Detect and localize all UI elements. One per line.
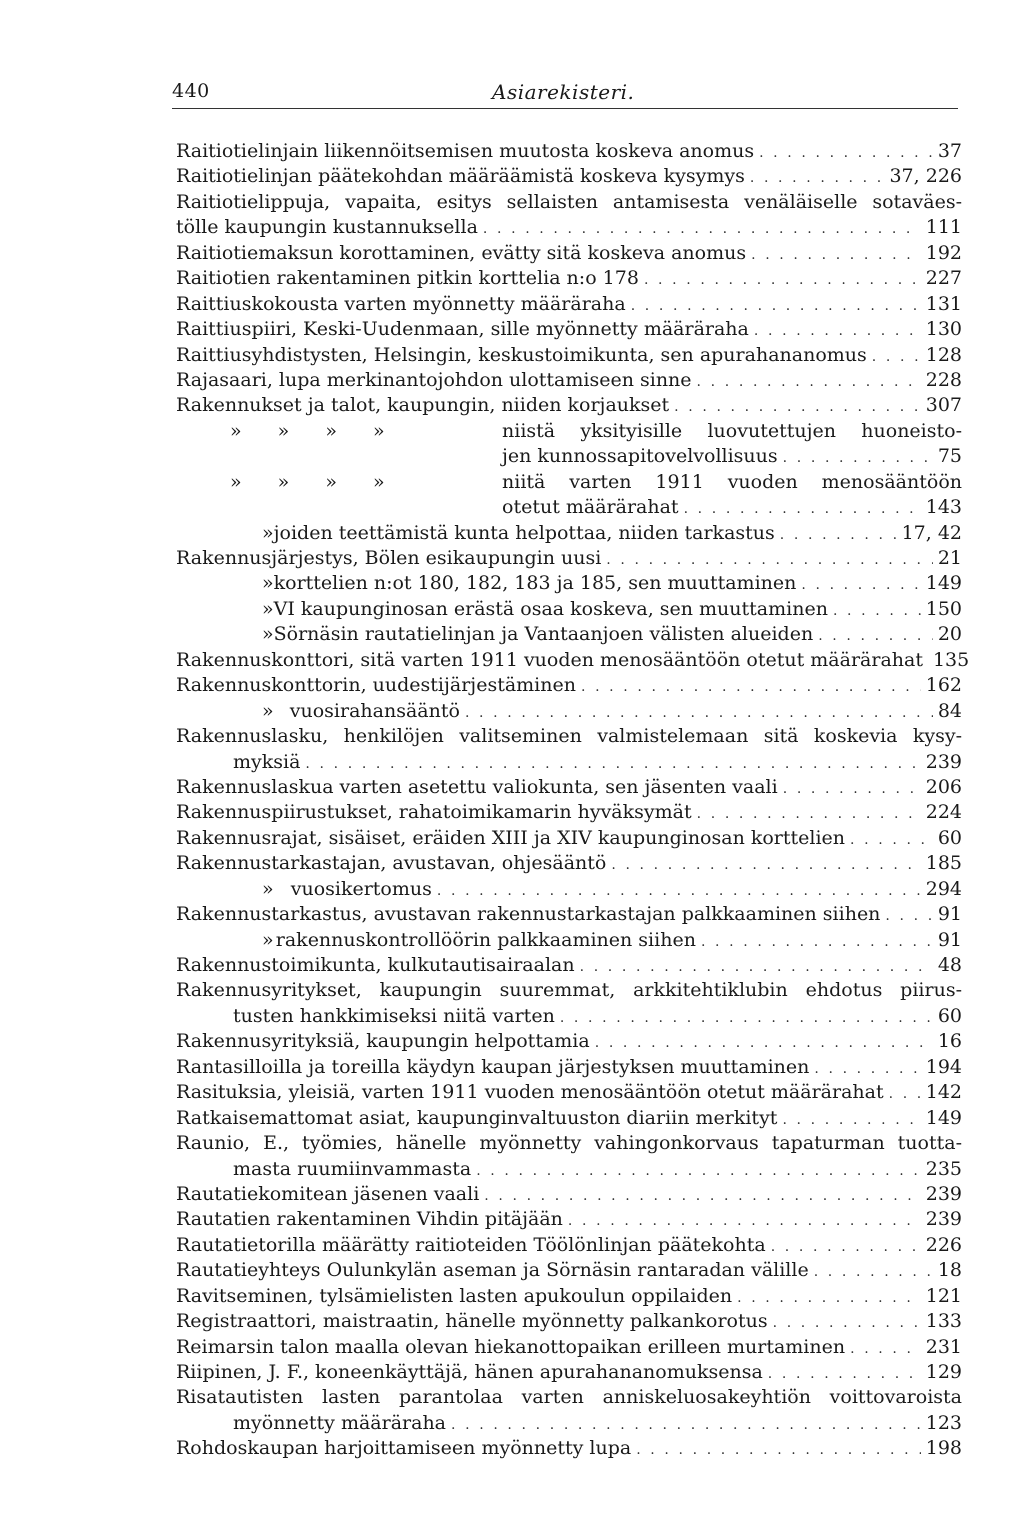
entry-text: Rakennuskonttori, sitä varten 1911 vuoden menosääntöön otetut määrärahat xyxy=(176,648,923,671)
dot-leader xyxy=(818,624,933,649)
dot-leader xyxy=(568,1209,921,1234)
entry-text: otetut määrärahat xyxy=(502,496,679,519)
dot-leader xyxy=(814,1057,920,1082)
page-reference: 37, 226 xyxy=(889,165,962,188)
index-entry xyxy=(176,1029,962,1054)
index-entry xyxy=(176,241,962,266)
page-reference: 91 xyxy=(937,903,962,926)
page-reference: 60 xyxy=(937,1004,962,1027)
dot-leader xyxy=(801,573,920,598)
index-entry xyxy=(176,1436,962,1461)
index-entry xyxy=(176,343,962,368)
page-header xyxy=(172,78,958,108)
entry-text: masta ruumiinvammasta xyxy=(233,1157,472,1180)
page-reference: 135 xyxy=(932,648,970,671)
entry-text: myksiä xyxy=(233,750,301,773)
index-entry xyxy=(176,317,962,342)
index-entry xyxy=(176,470,962,495)
index-entry xyxy=(176,1157,962,1182)
index-entry xyxy=(176,953,962,978)
page-reference: 16 xyxy=(937,1030,962,1053)
index-entry xyxy=(176,215,962,240)
index-entry xyxy=(176,724,962,749)
ditto-mark: » xyxy=(262,928,274,951)
index-entry xyxy=(176,800,962,825)
dot-leader xyxy=(759,141,933,166)
entry-text: vuosikertomus xyxy=(290,877,432,900)
entry-text: korttelien n:ot 180, 182, 183 ja 185, sen muuttaminen xyxy=(273,572,797,595)
index-entry xyxy=(176,1080,962,1105)
entry-text: Rautatietorilla määrätty raitioteiden Töölönlinjan päätekohta xyxy=(176,1233,766,1256)
dot-leader xyxy=(580,955,933,980)
dot-leader xyxy=(684,497,921,522)
index-entry xyxy=(176,521,962,546)
entry-text: Raittiuspiiri, Keski-Uudenmaan, sille myönnetty määräraha xyxy=(176,318,749,341)
dot-leader xyxy=(780,523,897,548)
dot-leader xyxy=(783,777,921,802)
index-entry xyxy=(176,699,962,724)
index-entry xyxy=(176,622,962,647)
entry-text: Sörnäsin rautatielinjan ja Vantaanjoen välisten alueiden xyxy=(273,623,814,646)
entry-text: Ratkaisemattomat asiat, kaupunginvaltuuston diariin merkityt xyxy=(176,1106,778,1129)
dot-leader xyxy=(484,1184,920,1209)
index-entry xyxy=(176,877,962,902)
index-entry xyxy=(176,1004,962,1029)
entry-text: Rakennuslasku, henkilöjen valitseminen valmistelemaan sitä koskevia kysy- xyxy=(176,725,962,748)
index-entry xyxy=(176,571,962,596)
page-reference: 224 xyxy=(925,801,962,824)
entry-text: Raitiotielinjain liikennöitsemisen muutosta koskeva anomus xyxy=(176,140,755,162)
entry-text: Rakennuslaskua varten asetettu valiokunta, sen jäsenten vaali xyxy=(176,775,778,798)
entry-text: niistä yksityisille luovutettujen huoneisto- xyxy=(502,419,962,442)
entry-text: tölle kaupungin kustannuksella xyxy=(176,216,478,239)
page-reference: 133 xyxy=(925,1310,962,1333)
entry-text: VI kaupunginosan erästä osaa koskeva, sen muuttaminen xyxy=(273,597,828,620)
dot-leader xyxy=(850,1337,921,1362)
dot-leader xyxy=(636,1438,921,1463)
index-entry xyxy=(176,419,962,444)
index-entry xyxy=(176,750,962,775)
entry-text: Rakennustarkastus, avustavan rakennustarkastajan palkkaaminen siihen xyxy=(176,903,881,926)
index-entry xyxy=(176,1233,962,1258)
entry-text: Raunio, E., työmies, hänelle myönnetty vahingonkorvaus tapaturman tuotta- xyxy=(176,1132,962,1155)
page-reference: 194 xyxy=(925,1055,962,1078)
dot-leader xyxy=(595,1031,933,1056)
entry-text: Rohdoskaupan harjoittamiseen myönnetty lupa xyxy=(176,1437,632,1460)
index-entry xyxy=(176,851,962,876)
index-entry xyxy=(176,139,962,164)
dot-leader xyxy=(674,395,921,420)
page-reference: 239 xyxy=(925,1208,962,1231)
ditto-mark: » xyxy=(262,572,274,595)
index-entry xyxy=(176,1131,962,1156)
index-entry xyxy=(176,164,962,189)
page-reference: 48 xyxy=(937,954,962,976)
page-reference: 129 xyxy=(925,1361,962,1383)
dot-leader xyxy=(465,701,933,726)
page-reference: 130 xyxy=(925,318,962,341)
index-entry xyxy=(176,1055,962,1080)
index-entry xyxy=(176,190,962,215)
dot-leader xyxy=(783,446,933,471)
entry-text: Raittiuskokousta varten myönnetty määräraha xyxy=(176,292,626,315)
index-entry xyxy=(176,1207,962,1232)
entry-text: Raitiotiemaksun korottaminen, evätty sitä koskeva anomus xyxy=(176,241,747,264)
page-reference: 185 xyxy=(925,852,962,875)
dot-leader xyxy=(631,294,921,319)
entry-text: Registraattori, maistraatin, hänelle myönnetty palkankorotus xyxy=(176,1310,768,1333)
entry-text: jen kunnossapitovelvollisuus xyxy=(502,445,778,468)
index-entry xyxy=(176,928,962,953)
entry-text: Rantasilloilla ja toreilla käydyn kaupan järjestyksen muuttaminen xyxy=(176,1055,810,1078)
page-reference: 91 xyxy=(937,928,962,951)
index-entry xyxy=(176,1182,962,1207)
dot-leader xyxy=(768,1362,921,1387)
dot-leader xyxy=(782,1108,920,1133)
page-reference: 162 xyxy=(925,674,962,697)
index-entry xyxy=(176,1284,962,1309)
page-reference: 111 xyxy=(925,216,962,239)
index-entry xyxy=(176,393,962,418)
entry-text: rakennuskontrollöörin palkkaaminen siihen xyxy=(275,928,696,951)
page-reference: 149 xyxy=(925,572,962,595)
page-reference: 227 xyxy=(925,267,962,290)
page-reference: 198 xyxy=(925,1437,962,1460)
dot-leader xyxy=(476,1159,921,1184)
entry-text: Rautatien rakentaminen Vihdin pitäjään xyxy=(176,1208,563,1231)
dot-leader xyxy=(773,1311,921,1336)
ditto-mark: » » » » xyxy=(230,419,385,442)
header-rule xyxy=(172,108,958,109)
page-reference: 143 xyxy=(925,496,962,519)
page-reference: 206 xyxy=(925,775,962,798)
entry-text: Rajasaari, lupa merkinantojohdon ulottamiseen sinne xyxy=(176,368,692,391)
entry-text: Risatautisten lasten parantolaa varten anniskeluosakeyhtiön voittovaroista xyxy=(176,1386,962,1409)
ditto-mark: » xyxy=(262,521,274,544)
page-reference: 75 xyxy=(937,445,962,468)
page-reference: 123 xyxy=(925,1411,962,1434)
page-reference: 131 xyxy=(925,292,962,315)
entry-text: niitä varten 1911 vuoden menosääntöön xyxy=(502,470,962,493)
index-entry xyxy=(176,292,962,317)
index-entry xyxy=(176,1258,962,1283)
page-reference: 235 xyxy=(925,1157,962,1180)
ditto-mark: » xyxy=(262,597,274,620)
dot-leader xyxy=(701,930,933,955)
entry-text: joiden teettämistä kunta helpottaa, niiden tarkastus xyxy=(273,521,775,544)
index-entry xyxy=(176,775,962,800)
page-reference: 228 xyxy=(925,368,962,391)
dot-leader xyxy=(611,853,920,878)
entry-text: Raitiotielinjan päätekohdan määräämistä koskeva kysymys xyxy=(176,165,745,188)
entry-text: Raitiotielippuja, vapaita, esitys sellaisten antamisesta venäläiselle sotaväes- xyxy=(176,190,962,213)
dot-leader xyxy=(850,828,933,853)
entry-text: tusten hankkimiseksi niitä varten xyxy=(233,1004,555,1027)
ditto-mark: » » » » xyxy=(230,470,385,493)
dot-leader xyxy=(814,1260,933,1285)
entry-text: Ravitseminen, tylsämielisten lasten apukoulun oppilaiden xyxy=(176,1284,733,1307)
ditto-mark: » xyxy=(262,699,274,722)
index-entry xyxy=(176,495,962,520)
index-entry xyxy=(176,546,962,571)
dot-leader xyxy=(771,1235,921,1260)
index-entry xyxy=(176,1335,962,1360)
index-entry xyxy=(176,597,962,622)
dot-leader xyxy=(644,268,921,293)
index-entry xyxy=(176,902,962,927)
page-reference: 37 xyxy=(937,140,962,162)
entry-text: Rakennusyritykset, kaupungin suuremmat, arkkitehtiklubin ehdotus piirus- xyxy=(176,979,962,1002)
index-entry xyxy=(176,978,962,1003)
dot-leader xyxy=(560,1006,933,1031)
entry-text: Rakennusyrityksiä, kaupungin helpottamia xyxy=(176,1030,590,1053)
entry-text: Rakennuspiirustukset, rahatoimikamarin hyväksymät xyxy=(176,801,692,824)
page-reference: 226 xyxy=(925,1233,962,1256)
page-reference: 21 xyxy=(937,547,962,569)
dot-leader xyxy=(437,879,921,904)
entry-text: vuosirahansääntö xyxy=(289,699,460,722)
dot-leader xyxy=(750,166,885,191)
index-entry xyxy=(176,266,962,291)
entry-text: Rakennustoimikunta, kulkutautisairaalan xyxy=(176,954,575,976)
entry-text: Rakennustarkastajan, avustavan, ohjesääntö xyxy=(176,852,607,875)
page-number: 440 xyxy=(172,80,210,102)
index-entry xyxy=(176,368,962,393)
index-entry xyxy=(176,1411,962,1436)
dot-leader xyxy=(483,217,921,242)
dot-leader xyxy=(885,904,932,929)
page-reference: 294 xyxy=(925,877,962,900)
page-reference: 307 xyxy=(925,394,962,417)
dot-leader xyxy=(697,802,921,827)
ditto-mark: » xyxy=(262,623,274,646)
entry-text: myönnetty määräraha xyxy=(233,1411,447,1434)
entry-text: Rautatiekomitean jäsenen vaali xyxy=(176,1182,480,1205)
index-entry xyxy=(176,673,962,698)
page-reference: 121 xyxy=(925,1284,962,1307)
dot-leader xyxy=(451,1413,921,1438)
page-reference: 150 xyxy=(925,597,962,620)
page-reference: 128 xyxy=(925,343,962,366)
page-reference: 239 xyxy=(925,750,962,773)
dot-leader xyxy=(737,1286,921,1311)
index-entry xyxy=(176,444,962,469)
ditto-mark: » xyxy=(262,877,274,900)
entry-text: Raittiusyhdistysten, Helsingin, keskustoimikunta, sen apurahananomus xyxy=(176,343,867,366)
entry-text: Rakennusjärjestys, Bölen esikaupungin uusi xyxy=(176,547,602,569)
dot-leader xyxy=(606,548,933,573)
dot-leader xyxy=(697,370,921,395)
index-entry xyxy=(176,1106,962,1131)
index-entry xyxy=(176,826,962,851)
page-title: Asiarekisteri. xyxy=(492,80,635,104)
index-entry xyxy=(176,648,970,673)
dot-leader xyxy=(833,599,921,624)
page-reference: 17, 42 xyxy=(901,521,962,544)
page-reference: 20 xyxy=(937,623,962,646)
dot-leader xyxy=(751,243,921,268)
entry-text: Rakennukset ja talot, kaupungin, niiden korjaukset xyxy=(176,394,670,417)
entry-text: Riipinen, J. F., koneenkäyttäjä, hänen apurahananomuksensa xyxy=(176,1361,763,1383)
dot-leader xyxy=(581,675,921,700)
index-entry xyxy=(176,1309,962,1334)
page-reference: 149 xyxy=(925,1106,962,1129)
dot-leader xyxy=(754,319,921,344)
page-reference: 84 xyxy=(937,699,962,722)
entry-text: Rasituksia, yleisiä, varten 1911 vuoden menosääntöön otetut määrärahat xyxy=(176,1081,884,1104)
index-entry xyxy=(176,1385,962,1410)
entry-text: Rakennuskonttorin, uudestijärjestäminen xyxy=(176,674,576,697)
entry-text: Reimarsin talon maalla olevan hiekanottopaikan erilleen murtaminen xyxy=(176,1335,846,1358)
page-reference: 60 xyxy=(937,826,962,849)
dot-leader xyxy=(872,345,921,370)
dot-leader xyxy=(305,752,920,777)
index-list xyxy=(176,139,970,1462)
page-reference: 192 xyxy=(925,241,962,264)
index-entry xyxy=(176,1360,962,1385)
page-reference: 18 xyxy=(937,1259,962,1282)
dot-leader xyxy=(889,1082,921,1107)
entry-text: Rakennusrajat, sisäiset, eräiden XIII ja XIV kaupunginosan korttelien xyxy=(176,826,846,849)
page-reference: 231 xyxy=(925,1335,962,1358)
entry-text: Raitiotien rakentaminen pitkin korttelia n:o 178 xyxy=(176,267,639,290)
page-reference: 239 xyxy=(925,1182,962,1205)
page-reference: 142 xyxy=(925,1081,962,1104)
entry-text: Rautatieyhteys Oulunkylän aseman ja Sörnäsin rantaradan välille xyxy=(176,1259,809,1282)
